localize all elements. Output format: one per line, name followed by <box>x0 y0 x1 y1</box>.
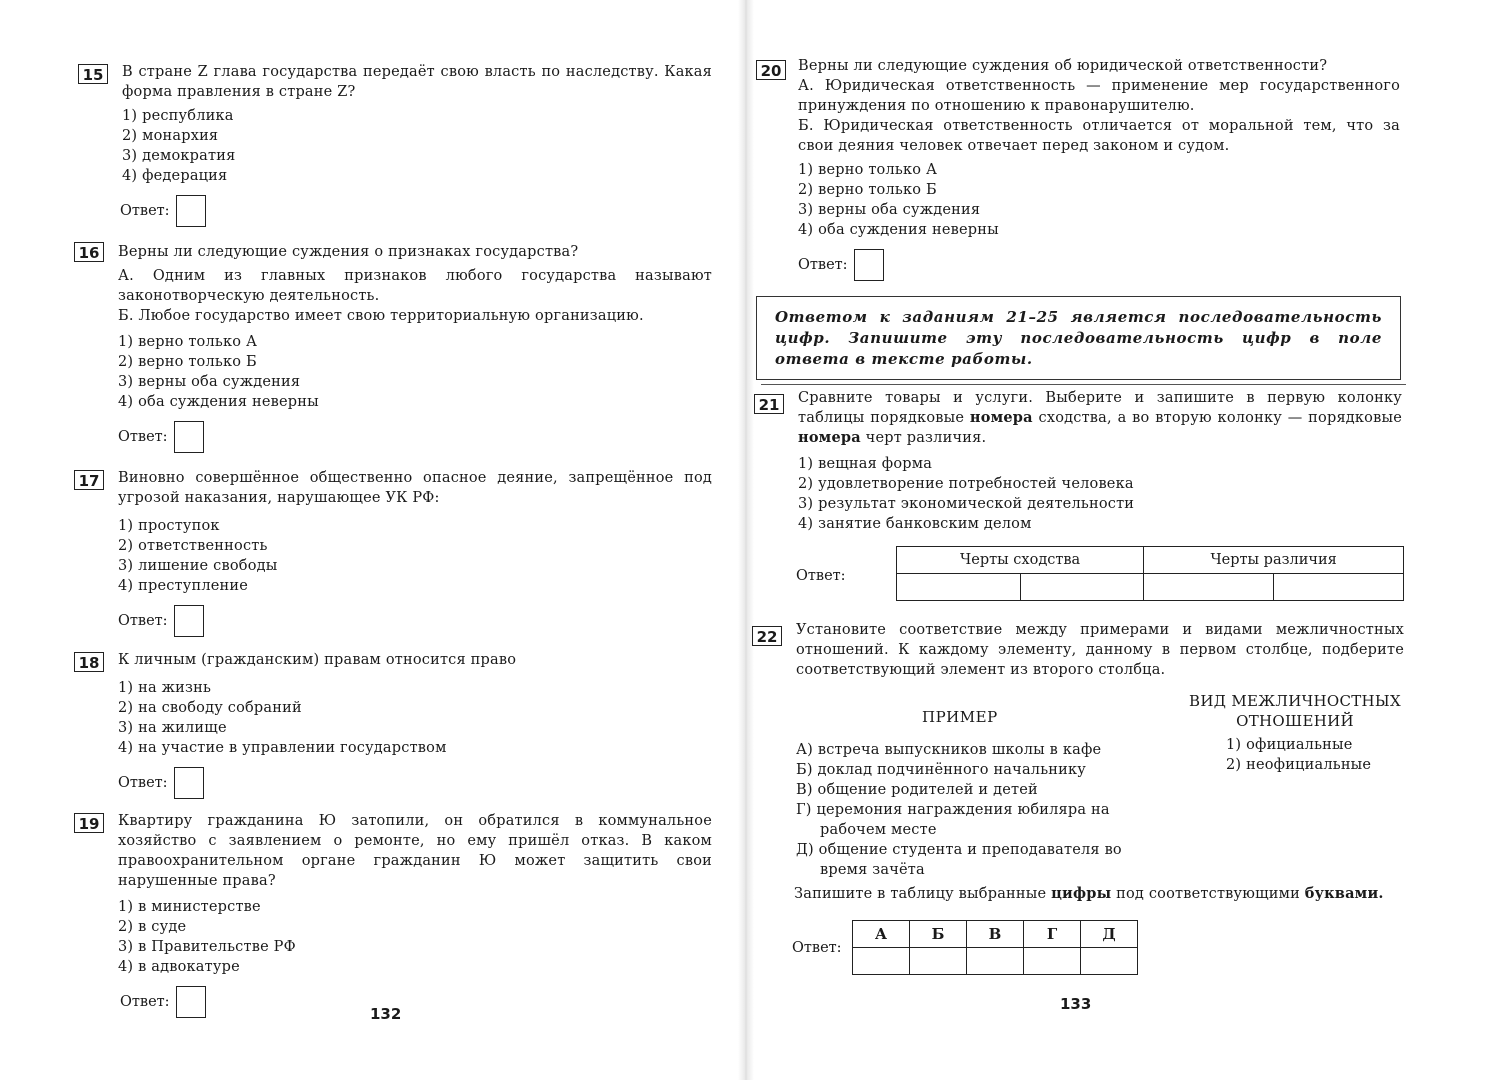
col2-title-line: ОТНОШЕНИЙ <box>1236 712 1354 730</box>
question-19 <box>74 811 714 1019</box>
table-header-difference: Черты различия <box>1144 547 1404 574</box>
answer-row <box>118 420 714 454</box>
type-item: 2) неофициальные <box>1226 757 1372 773</box>
answer-cell[interactable] <box>853 948 910 975</box>
answer-label: Ответ: <box>118 775 168 791</box>
letter-header: Г <box>1024 921 1081 948</box>
answer-row <box>798 248 1402 282</box>
answer-cell[interactable] <box>1144 574 1274 601</box>
option: 1) на жизнь <box>118 680 212 696</box>
answer-label: Ответ: <box>120 994 170 1010</box>
letter-header: А <box>853 921 910 948</box>
question-text-bold: номера <box>798 429 861 446</box>
option: 3) в Правительстве РФ <box>118 939 296 955</box>
col2-title-line: ВИД МЕЖЛИЧНОСТНЫХ <box>1189 692 1401 710</box>
page-number: 133 <box>1060 995 1092 1013</box>
option: 4) оба суждения неверны <box>118 394 319 410</box>
question-number: 17 <box>74 470 104 490</box>
book-spine <box>738 0 754 1080</box>
question-text-part: черт различия. <box>860 430 987 446</box>
statement-a: А. Юридическая ответственность — применение мер государственного принуждения по отношению к правонарушителю. <box>798 78 1400 114</box>
question-text <box>798 388 1402 448</box>
table-header-similarity: Черты сходства <box>897 547 1144 574</box>
question-15 <box>78 62 714 228</box>
question-text: В стране Z глава государства передаёт свою власть по наследству. Какая форма правления в стране Z? <box>122 64 712 100</box>
option: 3) верны оба суждения <box>798 202 981 218</box>
letter-header: В <box>967 921 1024 948</box>
answer-label: Ответ: <box>796 568 846 584</box>
option: 4) на участие в управлении государством <box>118 740 447 756</box>
letter-answer-table <box>852 920 1138 975</box>
answer-cell[interactable] <box>1024 948 1081 975</box>
question-text: Верны ли следующие суждения об юридической ответственности? <box>798 58 1328 74</box>
statement-a: А. Одним из главных признаков любого государства называют законотворческую деятельность. <box>118 268 712 304</box>
option: 4) оба суждения неверны <box>798 222 999 238</box>
options-list <box>798 454 1404 534</box>
answer-row-21 <box>796 544 1406 602</box>
option: 3) демократия <box>122 148 236 164</box>
answer-cell[interactable] <box>910 948 967 975</box>
question-16 <box>74 242 714 454</box>
question-text-part: сходства, а во вторую колонку — порядковые <box>1032 410 1402 426</box>
answer-label: Ответ: <box>120 203 170 219</box>
option: 1) республика <box>122 108 234 124</box>
question-text: Квартиру гражданина Ю затопили, он обратился в коммунальное хозяйство с заявлением о ремонте, но ему пришёл отказ. В каком правоохранительном органе гражданин Ю может защитить свои нарушенные права? <box>118 813 712 889</box>
write-instruction <box>794 884 1404 904</box>
examples-list <box>796 740 1136 880</box>
answer-box[interactable] <box>174 421 204 453</box>
answer-cell[interactable] <box>1081 948 1138 975</box>
statement-b: Б. Юридическая ответственность отличается от моральной тем, что за свои деяния человек отвечает перед законом и судом. <box>798 118 1400 154</box>
question-text: К личным (гражданским) правам относится право <box>118 652 517 668</box>
col2-title <box>1180 691 1410 731</box>
answer-box[interactable] <box>854 249 884 281</box>
answer-cell[interactable] <box>897 574 1021 601</box>
answer-box[interactable] <box>174 605 204 637</box>
type-item: 1) официальные <box>1226 737 1353 753</box>
options-list <box>798 160 1402 240</box>
option: 2) ответственность <box>118 538 268 554</box>
options-list <box>118 332 714 412</box>
letter-header: Д <box>1081 921 1138 948</box>
answer-row-22 <box>792 918 1142 974</box>
options-list <box>118 678 714 758</box>
question-number: 20 <box>756 60 786 80</box>
question-number: 22 <box>752 626 782 646</box>
statement-b: Б. Любое государство имеет свою территориальную организацию. <box>118 308 644 324</box>
option: 1) в министерстве <box>118 899 261 915</box>
col1-title: ПРИМЕР <box>922 708 998 726</box>
question-text: Виновно совершённое общественно опасное деяние, запрещённое под угрозой наказания, нарушающее УК РФ: <box>118 470 712 506</box>
question-number: 19 <box>74 813 104 833</box>
option: 2) верно только Б <box>118 354 257 370</box>
options-list <box>122 106 714 186</box>
answer-box[interactable] <box>174 767 204 799</box>
example-item: Б) доклад подчинённого начальнику <box>796 762 1087 778</box>
answer-cell[interactable] <box>1020 574 1144 601</box>
question-text-bold: номера <box>969 409 1033 426</box>
option: 4) преступление <box>118 578 249 594</box>
answer-box[interactable] <box>176 195 206 227</box>
option: 2) верно только Б <box>798 182 937 198</box>
answer-row <box>118 604 714 638</box>
instruction-box: Ответом к заданиям 21–25 является последовательность цифр. Запишите эту последовательность цифр в поле ответа в тексте работы. <box>756 296 1401 380</box>
question-number: 21 <box>754 394 784 414</box>
question-text-part: Сравните товары и услуги. Выберите и запишите в первую колонку таблицы порядковые <box>798 390 1402 426</box>
question-number: 18 <box>74 652 104 672</box>
question-21 <box>754 388 1404 534</box>
answer-cell[interactable] <box>1274 574 1404 601</box>
option: 2) на свободу собраний <box>118 700 302 716</box>
question-22 <box>752 620 1406 680</box>
option: 2) в суде <box>118 919 187 935</box>
write-instruction-part: Запишите в таблицу выбранные <box>794 886 1052 902</box>
option: 1) верно только А <box>118 334 258 350</box>
option: 3) результат экономической деятельности <box>798 496 1135 512</box>
question-18 <box>74 650 714 800</box>
question-number: 15 <box>78 64 108 84</box>
answer-label: Ответ: <box>792 940 842 956</box>
letter-header: Б <box>910 921 967 948</box>
types-list <box>1226 735 1371 775</box>
write-instruction-part: под соответствующими <box>1111 886 1305 902</box>
example-item: Д) общение студента и преподавателя во время зачёта <box>796 842 1122 878</box>
answer-label: Ответ: <box>118 429 168 445</box>
answer-label: Ответ: <box>798 257 848 273</box>
option: 4) в адвокатуре <box>118 959 240 975</box>
answer-row <box>118 766 714 800</box>
option: 4) занятие банковским делом <box>798 516 1032 532</box>
answer-cell[interactable] <box>967 948 1024 975</box>
page-number: 132 <box>370 1005 402 1023</box>
similarity-difference-table <box>896 546 1404 601</box>
option: 3) верны оба суждения <box>118 374 301 390</box>
options-list <box>118 516 714 596</box>
options-list <box>118 897 714 977</box>
option: 3) на жилище <box>118 720 227 736</box>
answer-label: Ответ: <box>118 613 168 629</box>
option: 3) лишение свободы <box>118 558 278 574</box>
option: 2) монархия <box>122 128 219 144</box>
question-text: Верны ли следующие суждения о признаках государства? <box>118 244 579 260</box>
example-item: А) встреча выпускников школы в кафе <box>796 742 1102 758</box>
question-17 <box>74 468 714 638</box>
answer-row <box>120 194 714 228</box>
write-instruction-bold: цифры <box>1051 885 1112 902</box>
example-item: Г) церемония награждения юбиляра на рабочем месте <box>796 802 1110 838</box>
question-number: 16 <box>74 242 104 262</box>
write-instruction-bold: буквами. <box>1304 885 1384 902</box>
option: 1) вещная форма <box>798 456 933 472</box>
answer-row <box>120 985 714 1019</box>
option: 1) проступок <box>118 518 220 534</box>
answer-box[interactable] <box>176 986 206 1018</box>
example-item: В) общение родителей и детей <box>796 782 1038 798</box>
option: 2) удовлетворение потребностей человека <box>798 476 1134 492</box>
question-text: Установите соответствие между примерами и видами межличностных отношений. К каждому элементу, данному в первом столбце, подберите соответствующий элемент из второго столбца. <box>796 622 1404 678</box>
option: 1) верно только А <box>798 162 938 178</box>
question-20 <box>756 56 1402 282</box>
option: 4) федерация <box>122 168 228 184</box>
